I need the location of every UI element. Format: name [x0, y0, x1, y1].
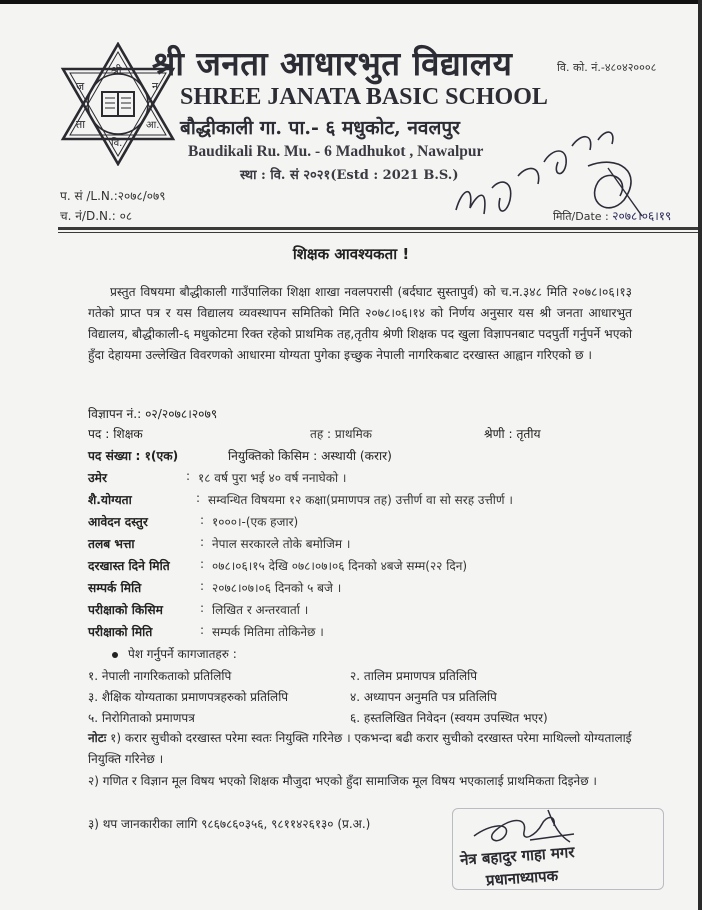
logo-letter-bottom-right: आ. — [146, 120, 160, 131]
principal-title: प्रधानाध्यापक — [485, 866, 559, 890]
detail-value: सम्वन्धित विषयमा १२ कक्षा(प्रमाणपत्र तह) उत्तीर्ण वा सो सरह उत्तीर्ण । — [208, 493, 513, 507]
detail-sep: : — [196, 491, 201, 505]
logo-letter-left: ज — [76, 80, 85, 93]
detail-sep: : — [200, 579, 205, 593]
documents-heading-line — [112, 645, 237, 662]
school-name-nepali: श्री जनता आधारभुत विद्यालय — [152, 44, 513, 83]
scan-right-edge — [698, 0, 702, 910]
detail-value: ०७८।०६।१५ देखि ०७८।०७।०६ दिनको ४बजे सम्म(२२ दिन) — [212, 559, 468, 573]
ad-number: विज्ञापन नं.: ०२/२०७८।२०७९ — [88, 407, 218, 421]
logo-letter-bottom: वि. — [111, 138, 123, 149]
document-item: ४. अध्यापन अनुमति पत्र प्रतिलिपि — [350, 690, 497, 704]
header-rule-thin — [58, 232, 698, 233]
detail-value: १०००।-(एक हजार) — [212, 515, 299, 529]
logo-letter-bottom-left: ता — [76, 118, 86, 131]
registration-number: वि. को. नं.-४८०४२०००८ — [557, 61, 657, 74]
school-address-nepali: बौद्धीकाली गा. पा.- ६ मधुकोट, नवलपुर — [180, 117, 460, 139]
detail-label: शै.योग्यता — [88, 493, 132, 507]
detail-label: आवेदन दस्तुर — [88, 515, 148, 529]
note-label: नोटः — [88, 731, 107, 745]
detail-sep: : — [200, 535, 205, 549]
detail-value: लिखित र अन्तरवार्ता । — [212, 603, 309, 617]
note-1-text: १) करार सुचीको दरखास्त परेमा स्वतः नियुक्ति गरिनेछ । एकभन्दा बढी करार सुचीको दरखास्त परेमा माथिल्लो योग्यतालाई नियुक्ति गरिनेछ । — [88, 731, 632, 766]
scan-top-edge — [0, 0, 702, 4]
note-2: २) गणित र विज्ञान मूल विषय भएको शिक्षक मौजुदा भएको हुँदा सामाजिक मूल विषय भएकालाई प्राथमिकता दिइनेछ । — [88, 774, 597, 788]
header-rule-thick — [58, 227, 698, 230]
detail-sep: : — [186, 469, 191, 483]
detail-sep: : — [200, 557, 205, 571]
date-label: मिति/Date : — [553, 210, 609, 223]
documents-heading: पेश गर्नुपर्ने कागजातहरु : — [128, 647, 237, 661]
post-count: पद संख्या : १(एक) — [88, 449, 179, 463]
detail-value: सम्पर्क मितिमा तोकिनेछ । — [212, 625, 324, 639]
detail-label: सम्पर्क मिति — [88, 581, 142, 595]
school-address-english: Baudikali Ru. Mu. - 6 Madhukot , Nawalpur — [188, 143, 484, 160]
logo-letter-right: न — [152, 80, 159, 93]
detail-sep: : — [200, 623, 205, 637]
detail-value: १८ वर्ष पुरा भई ४० वर्ष ननाघेको । — [198, 471, 347, 485]
date-value: २०७८।०६।१९ — [612, 209, 672, 223]
logo-letter-top: श्री — [111, 64, 122, 77]
detail-label: परीक्षाको किसिम — [88, 603, 163, 617]
detail-label: उमेर — [88, 471, 107, 485]
document-item: ५. निरोगिताको प्रमाणपत्र — [88, 711, 195, 725]
dispatch-number: च. नं/D.N.: ०८ — [60, 209, 133, 223]
detail-value: नेपाल सरकारले तोके बमोजिम । — [212, 537, 351, 551]
detail-value: २०७८।०७।०६ दिनको ५ बजे । — [212, 581, 342, 595]
post-field: पद : शिक्षक — [88, 427, 143, 441]
letter-number: प. सं /L.N.:२०७८/०७९ — [60, 189, 166, 203]
bullet-icon — [112, 652, 118, 658]
detail-sep: : — [200, 601, 205, 615]
detail-label: परीक्षाको मिति — [88, 625, 153, 639]
detail-label: तलब भत्ता — [88, 537, 135, 551]
handwritten-annotation — [448, 118, 648, 228]
detail-label: दरखास्त दिने मिति — [88, 559, 170, 573]
notice-title: शिक्षक आवश्यकता ! — [292, 245, 410, 263]
school-name-english: SHREE JANATA BASIC SCHOOL — [180, 84, 548, 110]
document-item: ३. शैक्षिक योग्यताका प्रमाणपत्रहरुको प्रतिलिपि — [88, 690, 289, 704]
note-1 — [88, 728, 648, 770]
level-field: तह : प्राथमिक — [310, 427, 372, 441]
document-item: ६. हस्तलिखित निवेदन (स्वयम उपस्थित भएर) — [350, 711, 548, 725]
principal-name: नेत्र बहादुर गाहा मगर — [459, 843, 576, 869]
document-item: २. तालिम प्रमाणपत्र प्रतिलिपि — [350, 669, 478, 683]
note-3: ३) थप जानकारीका लागि ९८६७८६०३५६, ९८११४२६१३० (प्र.अ.) — [88, 817, 371, 831]
appointment-type: नियुक्तिको किसिम : अस्थायी (करार) — [228, 449, 392, 463]
established-year: स्था : वि. सं २०२१(Estd : 2021 B.S.) — [240, 168, 459, 183]
grade-field: श्रेणी : तृतीय — [484, 427, 541, 441]
document-item: १. नेपाली नागरिकताको प्रतिलिपि — [88, 669, 232, 683]
notice-body: प्रस्तुत विषयमा बौद्धीकाली गाउँपालिका शिक्षा शाखा नवलपरासी (बर्दघाट सुस्तापुर्व) को च.न.३४८ मिति २०७८।०६।१३ गतेको प्राप्त पत्र र यस विद्यालय व्यवस्थापन समितिको मिति २०७८।०६।१४ को निर्णय अनुसार यस श्री जनता आधारभुत विद्यालय, बौद्धीकाली-६ मधुकोटमा रिक्त रहेको प्राथमिक तह,तृतीय श्रेणी शिक्षक पद खुला विज्ञापनबाट पदपुर्ती गर्नुपर्ने भएको हुँदा देहायमा उल्लेखित विवरणको आधारमा योग्यता पुगेका इच्छुक नेपाली नागरिकबाट दरखास्त आह्वान गरिएको छ । — [88, 285, 632, 362]
detail-sep: : — [200, 513, 205, 527]
